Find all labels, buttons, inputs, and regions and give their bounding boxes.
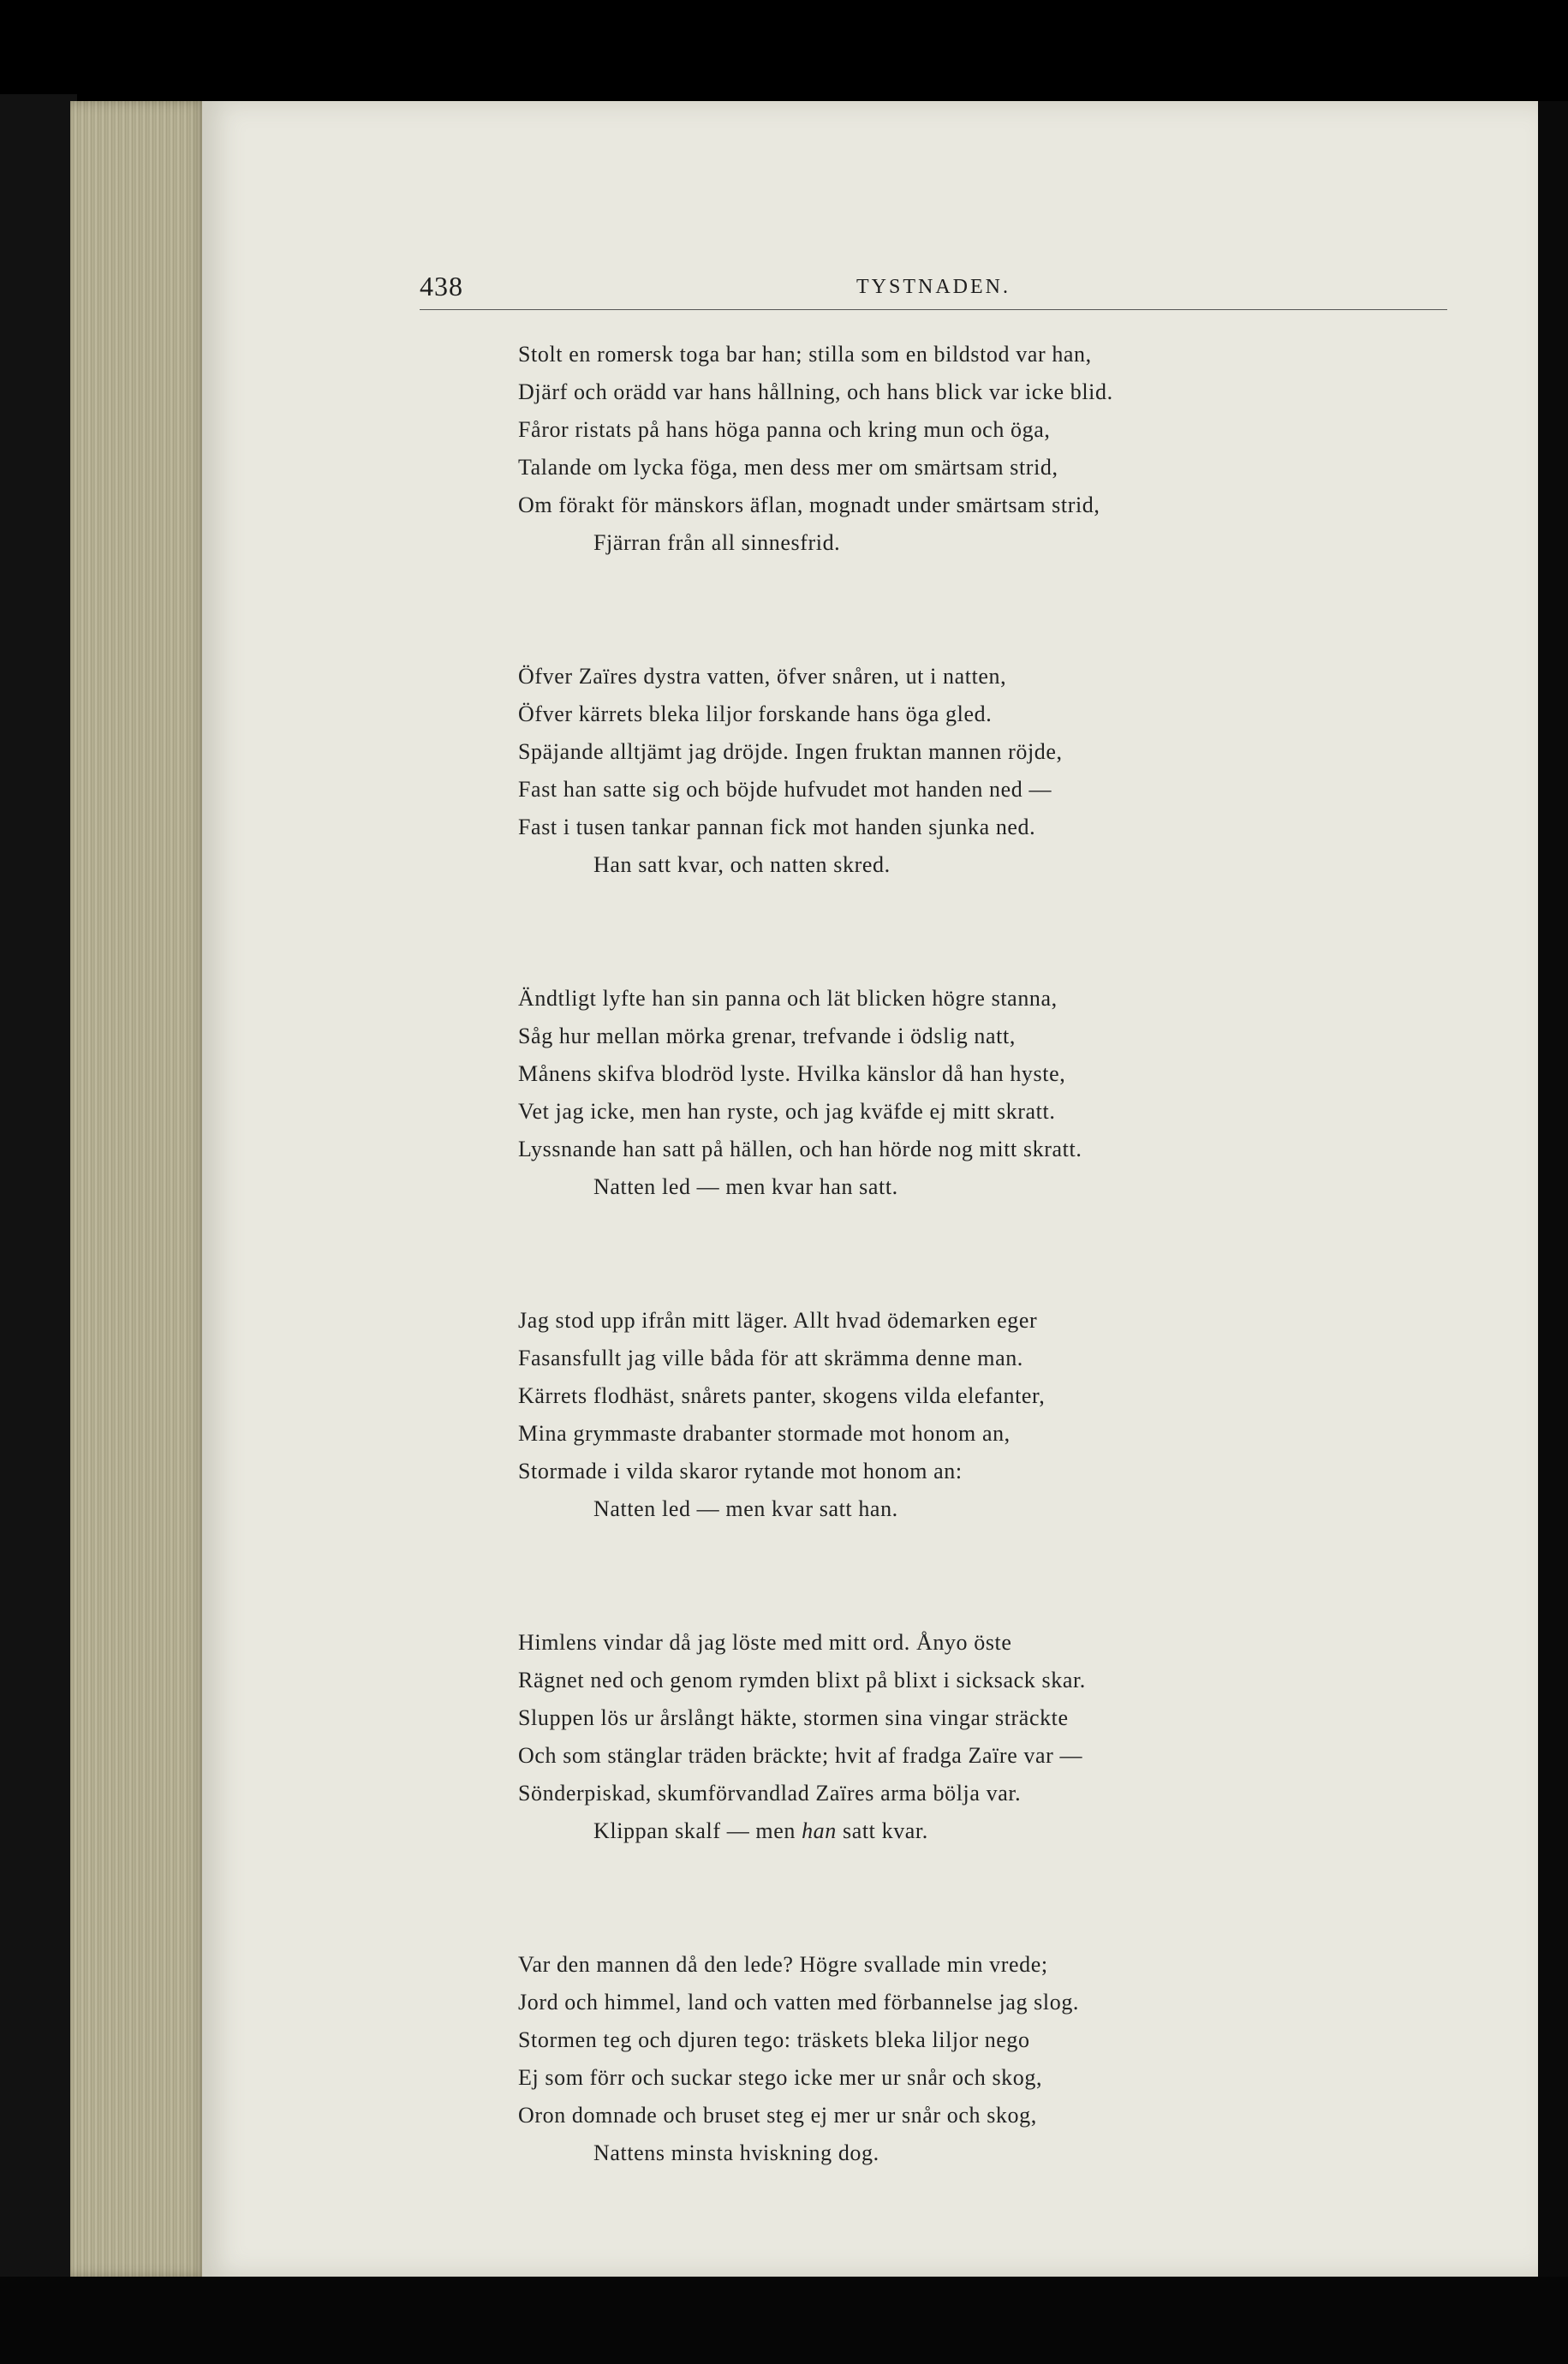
stanza-4 <box>518 1302 1529 1528</box>
refrain-line <box>518 1812 1529 1850</box>
poem-line: Späjande alltjämt jag dröjde. Ingen fruktan mannen röjde, <box>518 739 1063 764</box>
refrain-line: Natten led — men kvar satt han. <box>593 1496 898 1521</box>
poem-line: Stolt en romersk toga bar han; stilla som en bildstod var han, <box>518 342 1092 367</box>
running-title: TYSTNADEN. <box>856 276 1011 298</box>
poem-line: Jord och himmel, land och vatten med förbannelse jag slog. <box>518 1990 1080 2015</box>
poem-line: Månens skifva blodröd lyste. Hvilka känslor då han hyste, <box>518 1061 1066 1086</box>
scan-top-border <box>0 0 1568 101</box>
poem-line: Mina grymmaste drabanter stormade mot honom an, <box>518 1421 1011 1446</box>
poem-line: Öfver Zaïres dystra vatten, öfver snåren, ut i natten, <box>518 664 1007 689</box>
poem-line: Såg hur mellan mörka grenar, trefvande i ödslig natt, <box>518 1024 1016 1048</box>
scan-right-border <box>1538 101 1568 2364</box>
refrain-line: Natten led — men kvar han satt. <box>593 1174 898 1199</box>
poem-line: Var den mannen då den lede? Högre svallade min vrede; <box>518 1952 1048 1977</box>
refrain-line: Nattens minsta hviskning dog. <box>593 2140 879 2165</box>
stanza-3 <box>518 980 1529 1206</box>
refrain-line: Han satt kvar, och natten skred. <box>593 852 891 877</box>
poem-line: Fåror ristats på hans höga panna och kring mun och öga, <box>518 417 1051 442</box>
poem-line: Sönderpiskad, skumförvandlad Zaïres arma bölja var. <box>518 1781 1022 1806</box>
stanza-1 <box>518 336 1529 562</box>
poem-line: Djärf och orädd var hans hållning, och hans blick var icke blid. <box>518 379 1113 404</box>
poem-line: Jag stod upp ifrån mitt läger. Allt hvad ödemarken eger <box>518 1308 1038 1333</box>
poem-line: Kärrets flodhäst, snårets panter, skogens vilda elefanter, <box>518 1383 1046 1408</box>
poem-line: Stormen teg och djuren tego: träskets bleka liljor nego <box>518 2027 1030 2052</box>
poem-line: Talande om lycka föga, men dess mer om smärtsam strid, <box>518 455 1058 480</box>
refrain-text: satt kvar. <box>836 1818 928 1843</box>
poem-line: Ej som förr och suckar stego icke mer ur snår och skog, <box>518 2065 1043 2090</box>
refrain-text: Klippan skalf — men <box>593 1818 802 1843</box>
running-head <box>420 271 1447 305</box>
poem-line: Fast han satte sig och böjde hufvudet mot handen ned — <box>518 777 1052 802</box>
book-cover-edge <box>0 94 77 2321</box>
refrain-line: Fjärran från all sinnesfrid. <box>593 530 841 555</box>
poem-line: Sluppen lös ur årslångt häkte, stormen sina vingar sträckte <box>518 1705 1069 1730</box>
poem-line: Fast i tusen tankar pannan fick mot handen sjunka ned. <box>518 815 1036 839</box>
poem-line: Och som stänglar träden bräckte; hvit af fradga Zaïre var — <box>518 1743 1083 1768</box>
stanza-6 <box>518 1946 1529 2172</box>
page-edges <box>70 101 207 2277</box>
poem-line: Stormade i vilda skaror rytande mot honom an: <box>518 1459 963 1483</box>
scan-bottom-border <box>0 2277 1568 2364</box>
stanza-2 <box>518 658 1529 884</box>
stanza-5 <box>518 1624 1529 1850</box>
page-number: 438 <box>420 271 463 301</box>
poem-line: Om förakt för mänskors äflan, mognadt under smärtsam strid, <box>518 493 1100 517</box>
refrain-emphasis: han <box>802 1818 837 1843</box>
poem-line: Fasansfullt jag ville båda för att skrämma denne man. <box>518 1346 1023 1370</box>
poem-line: Rägnet ned och genom rymden blixt på blixt i sicksack skar. <box>518 1668 1086 1692</box>
poem-line: Himlens vindar då jag löste med mitt ord. Ånyo öste <box>518 1630 1012 1655</box>
poem-text <box>518 336 1529 2268</box>
poem-line: Lyssnande han satt på hällen, och han hörde nog mitt skratt. <box>518 1137 1082 1161</box>
poem-line: Ändtligt lyfte han sin panna och lät blicken högre stanna, <box>518 986 1058 1011</box>
header-rule <box>420 309 1447 310</box>
poem-line: Vet jag icke, men han ryste, och jag kväfde ej mitt skratt. <box>518 1099 1056 1124</box>
poem-line: Oron domnade och bruset steg ej mer ur snår och skog, <box>518 2103 1037 2128</box>
poem-line: Öfver kärrets bleka liljor forskande hans öga gled. <box>518 701 993 726</box>
